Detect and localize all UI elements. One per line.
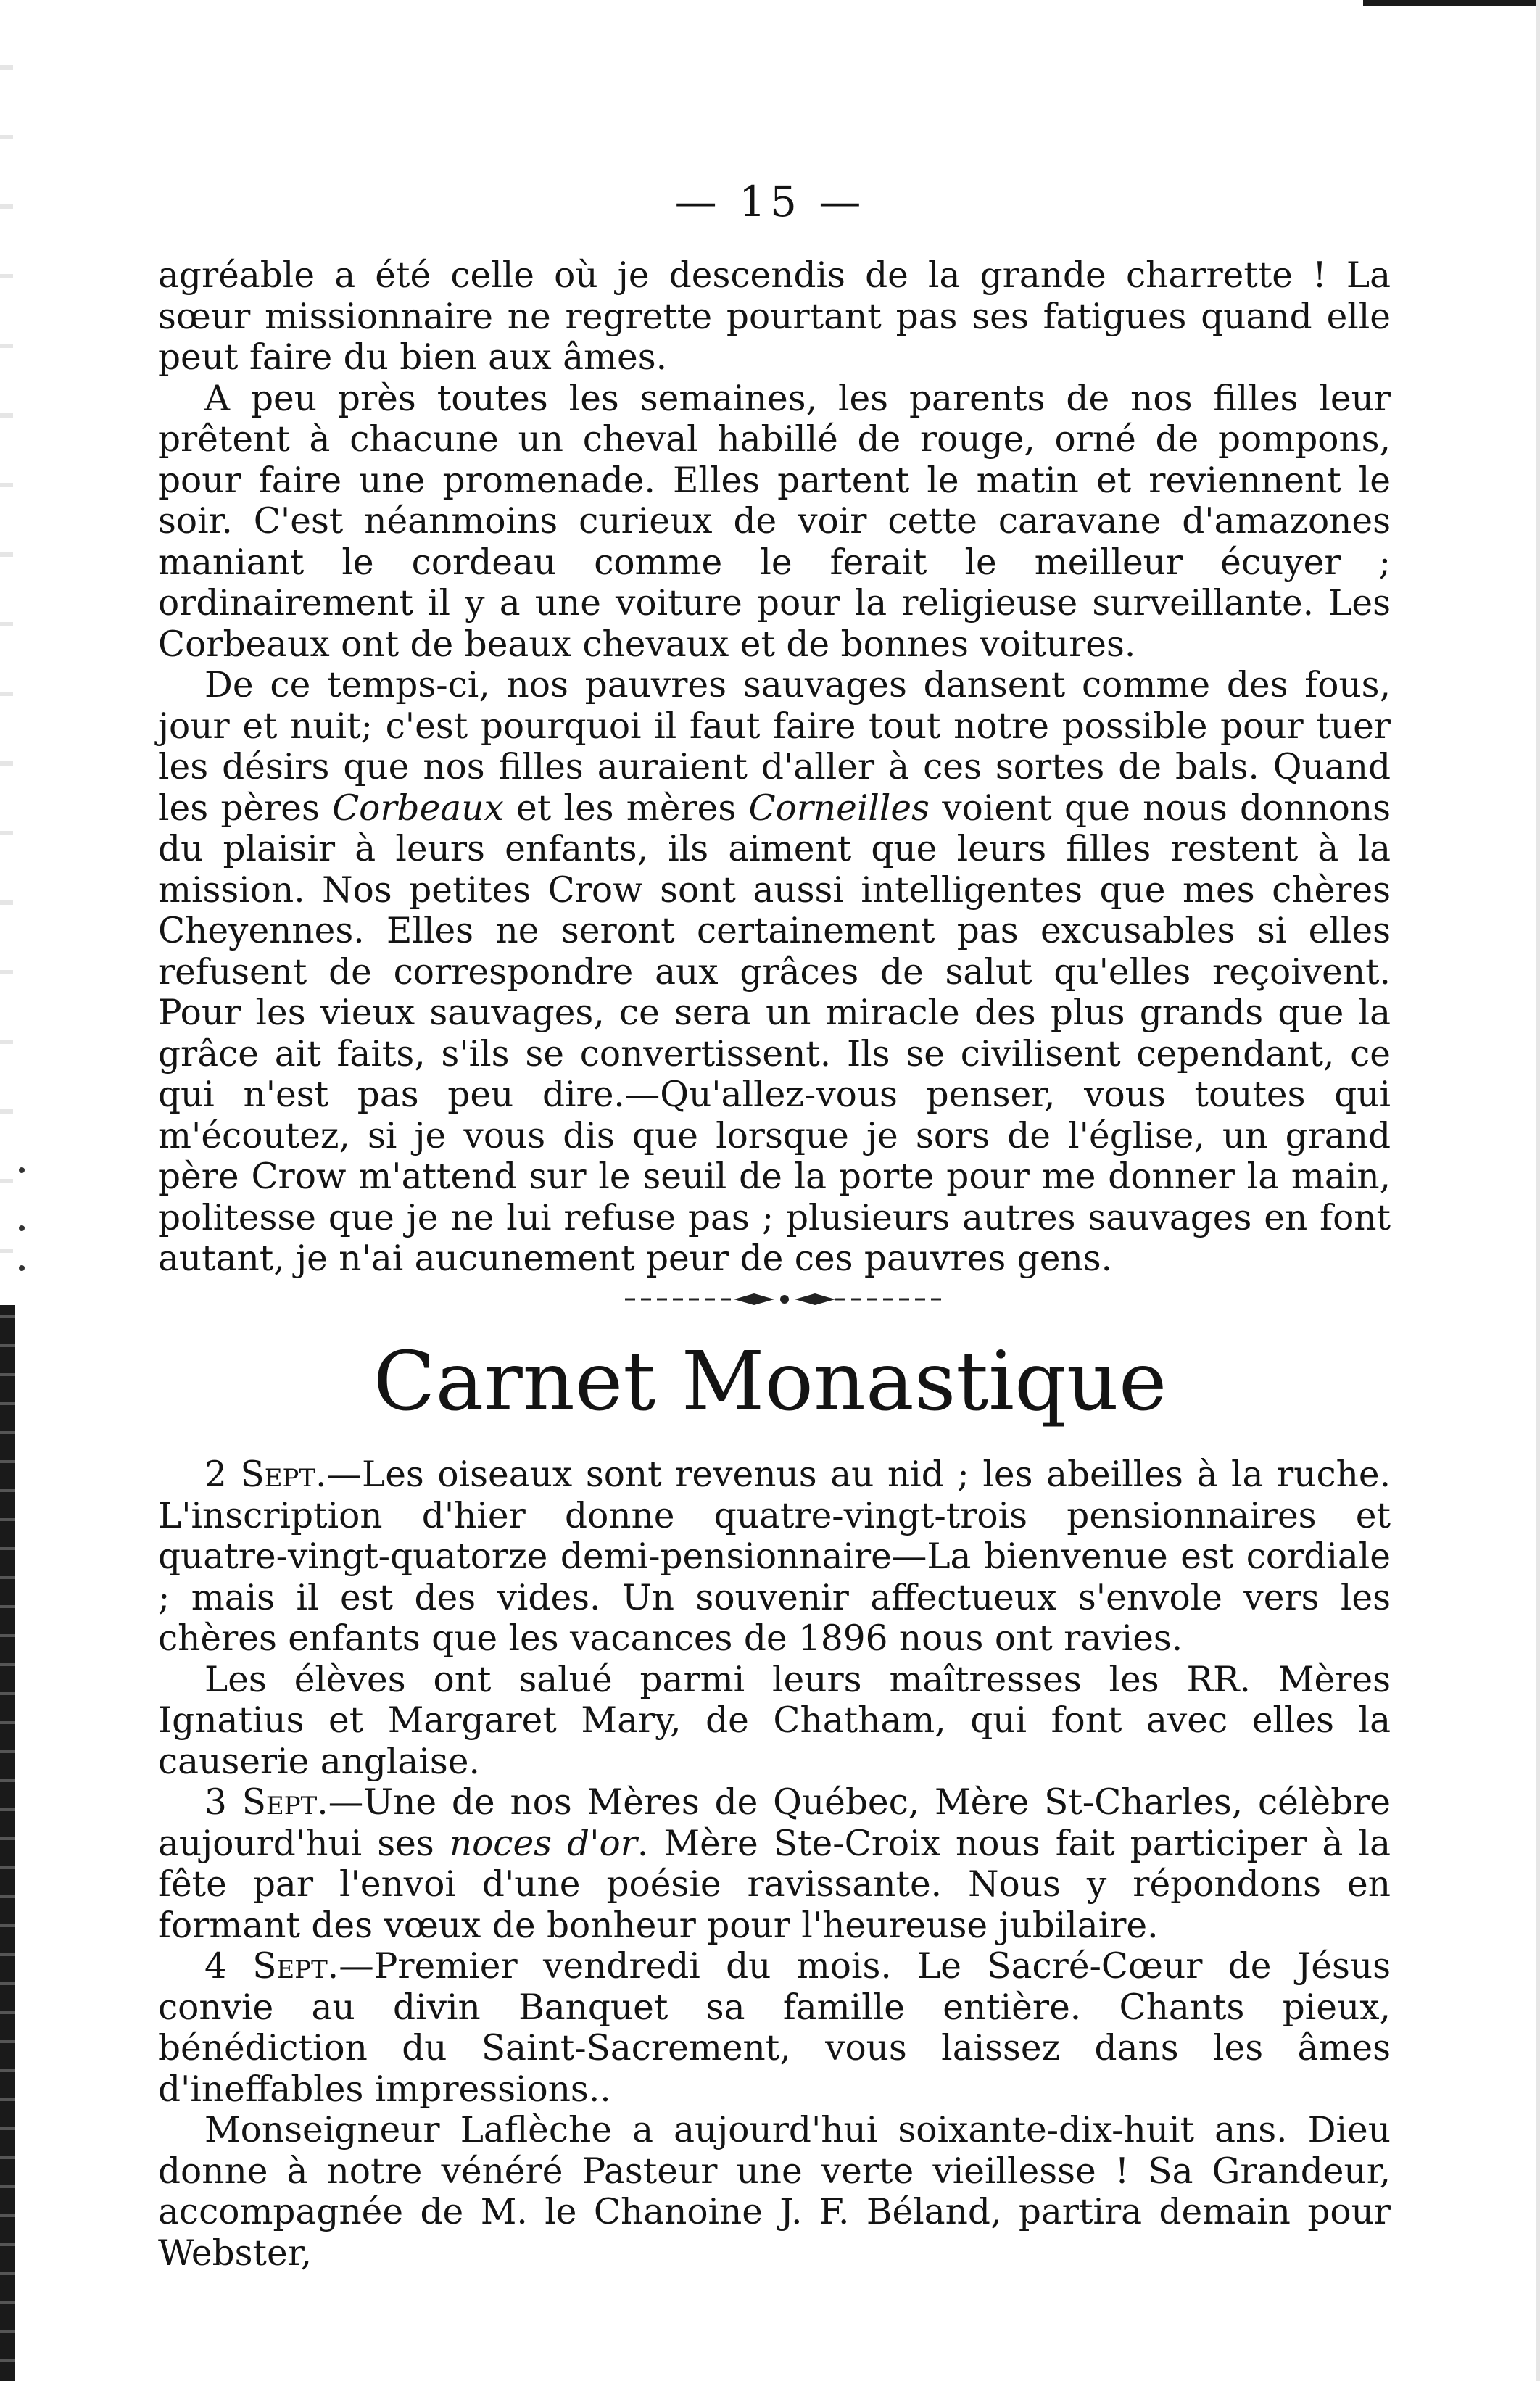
entry-text: . Mère Ste-Croix nous fait participer à la fête par l'envoi d'une poésie ravissante. Nous y répondons en formant des vœux de bonheur pour l'heureuse jubilaire. bbox=[158, 1823, 1391, 1946]
section-divider-ornament bbox=[625, 1291, 944, 1308]
entry-date: 4 Sept. bbox=[204, 1946, 339, 1987]
entry-date: 2 Sept. bbox=[204, 1454, 327, 1495]
body-text-entries bbox=[158, 1454, 1391, 2274]
italic-phrase: noces d'or bbox=[449, 1823, 637, 1864]
journal-entry bbox=[158, 1660, 1391, 1783]
paragraph-text: et les mères bbox=[503, 787, 749, 829]
entry-text: —Les oiseaux sont revenus au nid ; les abeilles à la ruche. L'inscription d'hier donne quatre-vingt-trois pensionnaires et quatre-vingt-quatorze demi-pensionnaire—La bienvenue est cordiale ; mais il est des vides. Un souvenir affectueux s'envole vers les chères enfants que les vacances de 1896 nous ont ravies. bbox=[158, 1454, 1391, 1659]
journal-entry bbox=[158, 1454, 1391, 1660]
entry-text: Monseigneur Laflèche a aujourd'hui soixante-dix-huit ans. Dieu donne à notre vénéré Pasteur une verte vieillesse ! Sa Grandeur, accompagnée de M. le Chanoine J. F. Béland, partira demain pour Webster, bbox=[158, 2110, 1391, 2274]
entry-text: —Une de nos Mères de Québec, Mère St-Charles, célèbre aujourd'hui ses bbox=[158, 1782, 1391, 1864]
italic-word: Corneilles bbox=[748, 787, 930, 829]
journal-entry bbox=[158, 2110, 1391, 2274]
top-edge-rule bbox=[1363, 0, 1540, 6]
entry-text: Les élèves ont salué parmi leurs maîtresses les RR. Mères Ignatius et Margaret Mary, de Chatham, qui font avec elles la causerie anglaise. bbox=[158, 1659, 1391, 1782]
section-title: Carnet Monastique bbox=[373, 1335, 1167, 1429]
paragraph-text: De ce temps-ci, nos pauvres sauvages dansent comme des fous, jour et nuit; c'est pourquoi il faut faire tout notre possible pour tuer les désirs que nos filles auraient d'aller à ces sortes de bals. Quand les pères bbox=[158, 665, 1391, 829]
paragraph: A peu près toutes les semaines, les parents de nos filles leur prêtent à chacune un cheval habillé de rouge, orné de pompons, pour faire une promenade. Elles partent le matin et reviennent le soir. C'est néanmoins curieux de voir cette caravane d'amazones maniant le cordeau comme le ferait le meilleur écuyer ; ordinairement il y a une voiture pour la religieuse surveillante. Les Corbeaux ont de beaux chevaux et de bonnes voitures. bbox=[158, 378, 1391, 665]
scan-speck bbox=[19, 1167, 25, 1173]
journal-entry bbox=[158, 1782, 1391, 1946]
paragraph-text: voient que nous donnons du plaisir à leurs enfants, ils aiment que leurs filles restent à la mission. Nos petites Crow sont aussi intelligentes que mes chères Cheyennes. Elles ne seront certainement pas excusables si elles refusent de correspondre aux grâces de salut qu'elles reçoivent. Pour les vieux sauvages, ce sera un miracle des plus grands que la grâce ait faits, s'ils se convertissent. Ils se civilisent cependant, ce qui n'est pas peu dire.—Qu'allez-vous penser, vous toutes qui m'écoutez, si je vous dis que lorsque je sors de l'église, un grand père Crow m'attend sur le seuil de la porte pour me donner la main, politesse que je ne lui refuse pas ; plusieurs autres sauvages en font autant, je n'ai aucunement peur de ces pauvres gens. bbox=[158, 787, 1391, 1279]
entry-text: —Premier vendredi du mois. Le Sacré-Cœur de Jésus convie au divin Banquet sa famille entière. Chants pieux, bénédiction du Saint-Sacrement, vous laissez dans les âmes d'ineffables impressions.. bbox=[158, 1946, 1391, 2110]
scan-right-edge bbox=[1536, 0, 1540, 2381]
entry-date: 3 Sept. bbox=[204, 1782, 328, 1823]
body-text-top bbox=[158, 255, 1391, 1280]
scan-speck bbox=[19, 1225, 25, 1231]
page-number: — 15 — bbox=[674, 177, 866, 226]
paragraph bbox=[158, 665, 1391, 1280]
journal-entry bbox=[158, 1946, 1391, 2110]
scan-speck bbox=[19, 1265, 25, 1271]
binding-shadow bbox=[0, 1305, 15, 2381]
paragraph: agréable a été celle où je descendis de la grande charrette ! La sœur missionnaire ne regrette pourtant pas ses fatigues quand elle peut faire du bien aux âmes. bbox=[158, 255, 1391, 378]
italic-word: Corbeaux bbox=[332, 787, 504, 829]
